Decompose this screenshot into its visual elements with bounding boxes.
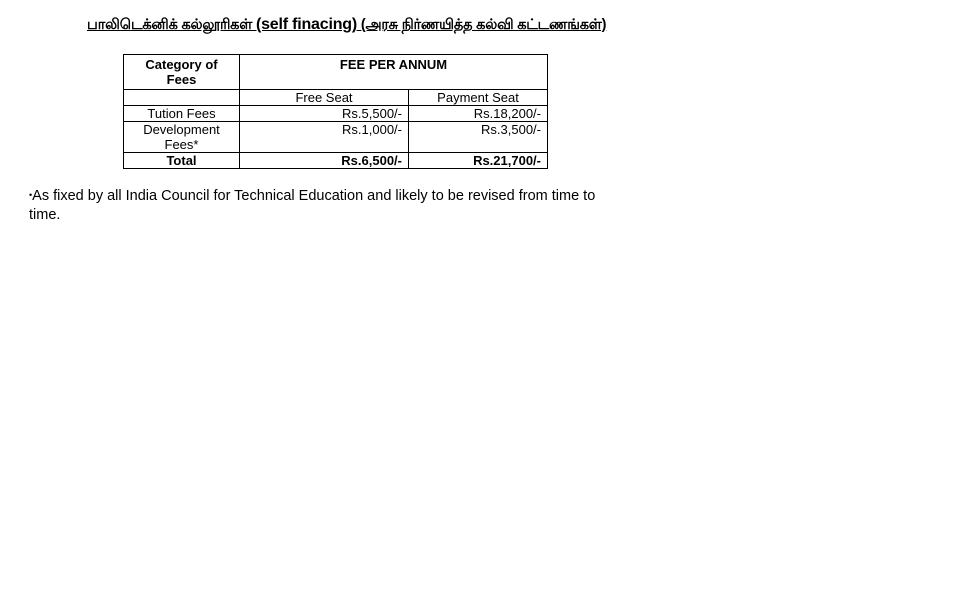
table-row xyxy=(124,106,548,122)
total-row xyxy=(124,153,548,169)
fee-table-subheader-row xyxy=(124,90,548,106)
footnote-text: As fixed by all India Council for Technical Education and likely to be revised from time to time. xyxy=(29,188,596,223)
document-title xyxy=(87,16,606,35)
category-header: Category of Fees xyxy=(124,55,240,90)
row-payment-seat-fee: Rs.18,200/- xyxy=(409,106,548,122)
payment-seat-header: Payment Seat xyxy=(409,90,548,106)
total-payment-seat-fee: Rs.21,700/- xyxy=(409,153,548,169)
free-seat-header: Free Seat xyxy=(240,90,409,106)
table-row xyxy=(124,122,548,153)
footnote-bullet: • xyxy=(29,190,33,200)
title-self-financing: (self finacing) xyxy=(255,16,357,33)
category-subheader-empty xyxy=(124,90,240,106)
title-tamil-part-2: (அரசு நிர்ணயித்த கல்வி கட்டணங்கள்) xyxy=(356,17,607,33)
row-free-seat-fee: Rs.1,000/- xyxy=(240,122,409,153)
fee-table-header-row xyxy=(124,55,548,90)
title-tamil-part-1: பாலிடெக்னிக் கல்லூரிகள் xyxy=(87,17,256,33)
row-category: Development Fees* xyxy=(124,122,240,153)
total-free-seat-fee: Rs.6,500/- xyxy=(240,153,409,169)
row-free-seat-fee: Rs.5,500/- xyxy=(240,106,409,122)
fee-per-annum-header: FEE PER ANNUM xyxy=(240,55,548,90)
fee-table xyxy=(123,54,548,169)
row-category: Tution Fees xyxy=(124,106,240,122)
footnote xyxy=(29,186,629,225)
row-payment-seat-fee: Rs.3,500/- xyxy=(409,122,548,153)
total-label: Total xyxy=(124,153,240,169)
